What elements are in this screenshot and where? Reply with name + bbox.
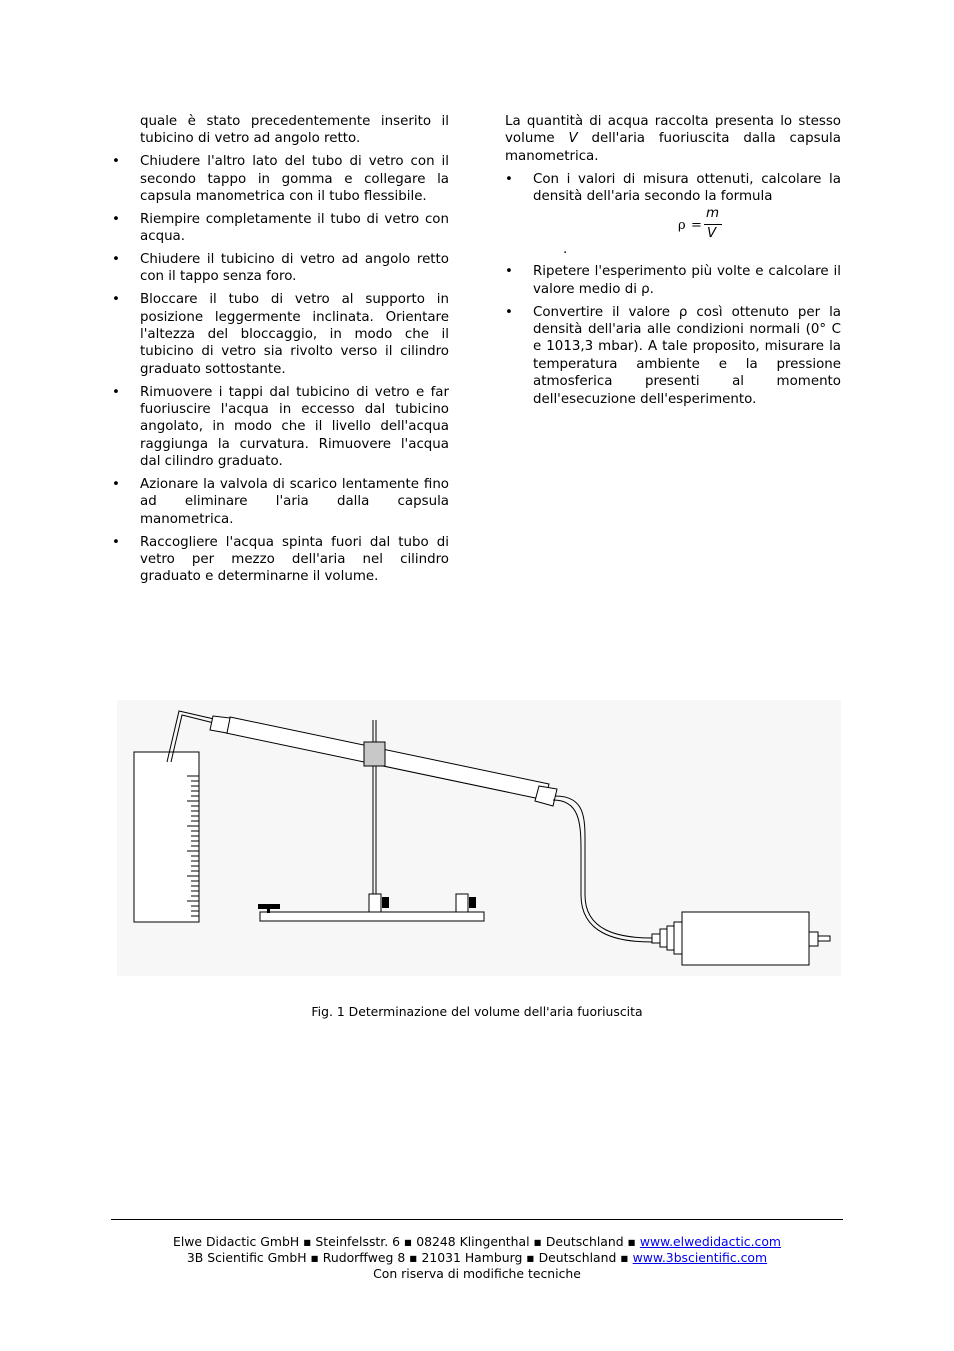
list-item bbox=[112, 384, 449, 471]
3b-website-link[interactable]: www.3bscientific.com bbox=[632, 1250, 768, 1265]
formula-period: . bbox=[563, 242, 568, 258]
base-plate bbox=[260, 912, 484, 921]
footer-address-3b: 3B Scientific GmbH ▪ Rudorffweg 8 ▪ 21031 Hamburg ▪ Deutschland ▪ bbox=[186, 1250, 633, 1265]
bullet: • bbox=[112, 154, 120, 170]
figure-caption: Fig. 1 Determinazione del volume dell'aria fuoriuscita bbox=[311, 1004, 643, 1019]
footer bbox=[0, 1234, 954, 1282]
bullet: • bbox=[112, 534, 120, 550]
footer-divider bbox=[111, 1219, 843, 1220]
bullet: • bbox=[112, 477, 120, 493]
list-item bbox=[505, 304, 841, 408]
rod-knob bbox=[382, 897, 389, 908]
list-item bbox=[112, 534, 449, 586]
bullet: • bbox=[112, 292, 120, 308]
list-item bbox=[112, 291, 449, 378]
list-item-text: Con i valori di misura ottenuti, calcolare la densità dell'aria secondo la formula bbox=[533, 171, 841, 205]
list-item-text: Ripetere l'esperimento più volte e calcolare il valore medio di ρ. bbox=[533, 264, 841, 297]
left-stopper bbox=[210, 716, 230, 733]
bullet: • bbox=[505, 304, 513, 320]
base-knob bbox=[258, 904, 280, 909]
intro-paragraph bbox=[505, 113, 841, 165]
footer-line-1 bbox=[0, 1234, 954, 1250]
list-item-text: Chiudere il tubicino di vetro ad angolo retto con il tappo senza foro. bbox=[140, 252, 449, 285]
list-item bbox=[505, 263, 841, 298]
formula-numerator: m bbox=[706, 206, 720, 222]
formula-denominator: V bbox=[707, 226, 717, 242]
volume-variable: V bbox=[568, 131, 578, 147]
right-column bbox=[505, 113, 841, 408]
list-item-text: Chiudere l'altro lato del tubo di vetro con il secondo tappo in gomma e collegare la capsula manometrica con il tubo flessibile. bbox=[140, 154, 449, 205]
formula-equals: = bbox=[691, 218, 702, 234]
left-column bbox=[112, 113, 449, 586]
list-item bbox=[112, 251, 449, 286]
graduated-cylinder bbox=[134, 752, 199, 922]
formula-rho: ρ bbox=[678, 218, 686, 234]
continuation-text: quale è stato precedentemente inserito il tubicino di vetro ad angolo retto. bbox=[140, 114, 449, 147]
footer-line-2 bbox=[0, 1250, 954, 1266]
list-item-text: Bloccare il tubo di vetro al supporto in posizione leggermente inclinata. Orientare l'altezza del bloccaggio, in modo che il tubicino di vetro sia rivolto verso il cilindro graduato sottostante. bbox=[140, 292, 449, 377]
manometer-capsule bbox=[682, 912, 809, 965]
calculation-list bbox=[505, 171, 841, 408]
bullet: • bbox=[505, 264, 513, 280]
clamp bbox=[364, 742, 385, 766]
list-item-text: Rimuovere i tappi dal tubicino di vetro e far fuoriuscire l'acqua in eccesso dal tubicino angolato, in modo che il livello dell'acqua raggiunga la curvatura. Rimuovere l'acqua dal cilindro graduato. bbox=[140, 384, 449, 470]
footer-line-3: Con riserva di modifiche tecniche bbox=[373, 1266, 581, 1281]
list-item-text: Raccogliere l'acqua spinta fuori dal tubo di vetro per mezzo dell'aria nel cilindro graduato e determinarne il volume. bbox=[140, 534, 449, 585]
list-item bbox=[112, 153, 449, 205]
footer-address-elwe: Elwe Didactic GmbH ▪ Steinfelsstr. 6 ▪ 08248 Klingenthal ▪ Deutschland ▪ bbox=[173, 1234, 640, 1249]
density-formula bbox=[533, 205, 841, 258]
elwe-website-link[interactable]: www.elwedidactic.com bbox=[639, 1234, 781, 1249]
intro-text-end: dell'aria fuoriuscita dalla capsula manometrica. bbox=[505, 131, 841, 164]
bullet: • bbox=[112, 211, 120, 227]
apparatus-figure bbox=[117, 700, 841, 976]
list-item-text: Azionare la valvola di scarico lentamente fino ad eliminare l'aria dalla capsula manometrica. bbox=[140, 477, 449, 527]
bullet: • bbox=[112, 252, 120, 268]
intro-text: La quantità di acqua raccolta presenta lo stesso volume bbox=[505, 114, 841, 147]
bullet: • bbox=[112, 384, 120, 400]
list-item-text: Riempire completamente il tubo di vetro con acqua. bbox=[140, 211, 449, 245]
instruction-list bbox=[112, 153, 449, 586]
list-item bbox=[112, 211, 449, 246]
bullet: • bbox=[505, 171, 513, 187]
list-item-text: Convertire il valore ρ così ottenuto per la densità dell'aria alle condizioni normali (0° C e 1013,3 mbar). A tale proposito, misurare la temperatura ambiente e la pressione atmosferica presenti al momento dell'esecuzione dell'esperimento. bbox=[533, 304, 841, 407]
list-item bbox=[505, 171, 841, 256]
list-item bbox=[112, 476, 449, 528]
rod-knob bbox=[469, 897, 476, 908]
